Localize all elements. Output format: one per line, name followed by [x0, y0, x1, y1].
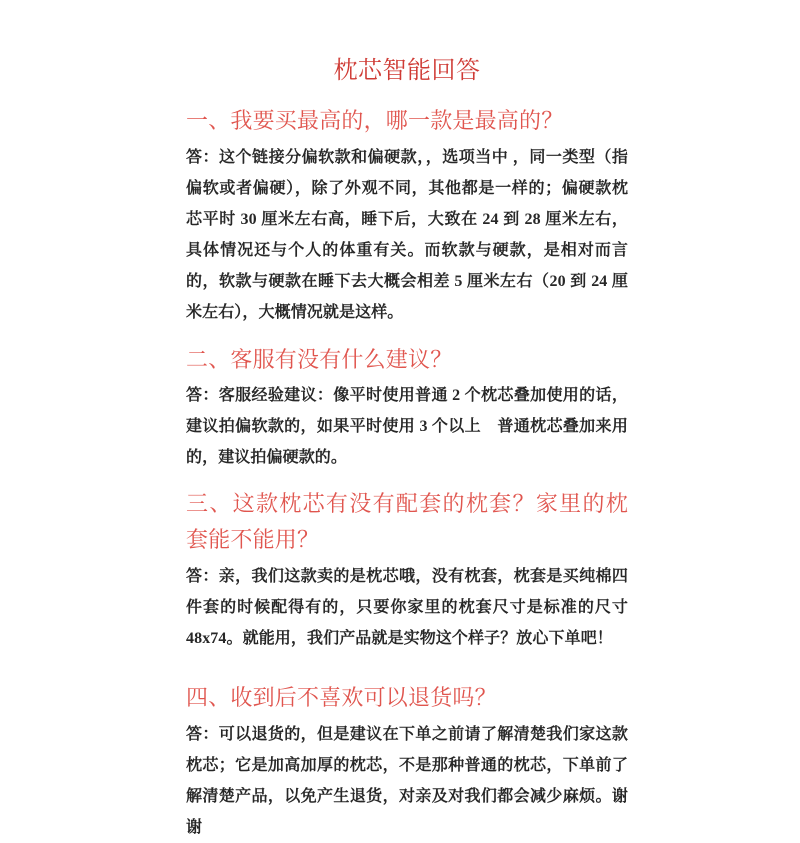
qa-block-2 — [186, 328, 628, 473]
question-heading-4: 四、收到后不喜欢可以退货吗？ — [186, 685, 497, 710]
qa-block-3 — [186, 473, 628, 654]
qa-block-4 — [186, 654, 628, 843]
answer-text-2: 答：客服经验建议：像平时使用普通 2 个枕芯叠加使用的话，建议拍偏软款的，如果平时使用 3 个以上 普通枕芯叠加来用的，建议拍偏硬款的。 — [186, 387, 628, 466]
question-heading-1: 一、我要买最高的，哪一款是最高的？ — [186, 108, 564, 133]
answer-text-1: 答：这个链接分偏软款和偏硬款，，选项当中 ，同一类型（指偏软或者偏硬），除了外观不同，其他都是一样的；偏硬款枕芯平时 30 厘米左右高，睡下后，大致在 24 到 28 厘米左右，具体情况还与个人的体重有关。而软款与硬款，是相对而言的，软款与硬款在睡下去大概会相差 5 厘米左右（20 到 24 厘米左右），大概情况就是这样。 — [186, 149, 628, 321]
question-heading-2: 二、客服有没有什么建议？ — [186, 347, 453, 372]
faq-content-column — [186, 0, 628, 843]
page-title: 枕芯智能回答 — [333, 58, 481, 84]
answer-text-4: 答：可以退货的，但是建议在下单之前请了解清楚我们家这款枕芯；它是加高加厚的枕芯，不是那种普通的枕芯，下单前了解清楚产品，以免产生退货，对亲及对我们都会减少麻烦。谢谢 — [186, 726, 628, 836]
answer-text-3: 答：亲，我们这款卖的是枕芯哦，没有枕套，枕套是买纯棉四件套的时候配得有的，只要你家里的枕套尺寸是标准的尺寸 48x74。就能用，我们产品就是实物这个样子？放心下单吧！ — [186, 568, 628, 647]
question-heading-3: 三、这款枕芯有没有配套的枕套？家里的枕套能不能用？ — [186, 491, 628, 552]
qa-block-1 — [186, 86, 628, 328]
